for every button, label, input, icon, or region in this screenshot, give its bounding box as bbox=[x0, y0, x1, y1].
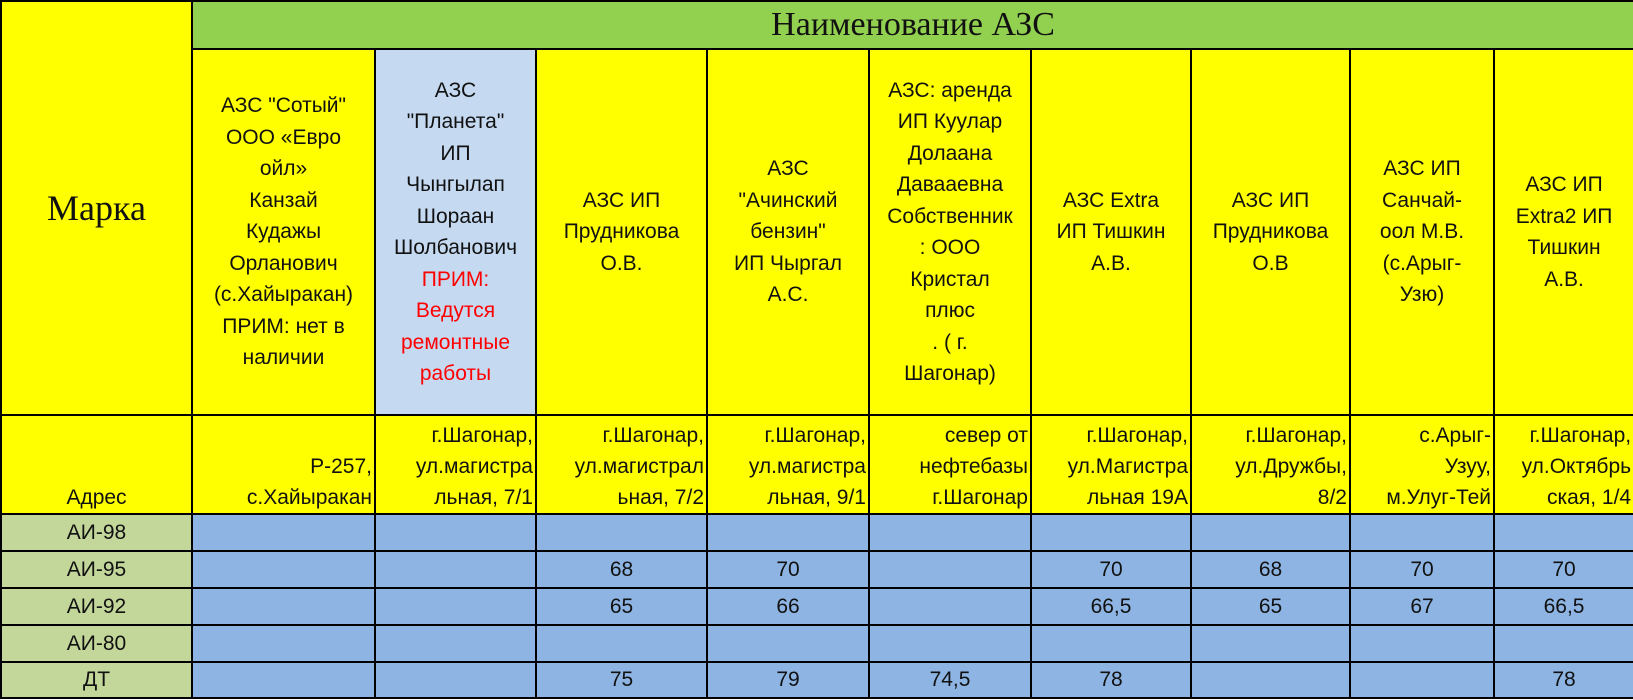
price-cell: 70 bbox=[1031, 551, 1191, 588]
price-cell bbox=[536, 625, 707, 662]
price-cell bbox=[1031, 514, 1191, 551]
station-header: АЗС "Сотый" ООО «Евро ойл» Канзай Кудажы Орланович (с.Хайыракан) ПРИМ: нет в наличии bbox=[192, 49, 375, 415]
price-cell bbox=[192, 588, 375, 625]
price-cell bbox=[1350, 662, 1494, 698]
price-cell: 66 bbox=[707, 588, 869, 625]
price-cell: 79 bbox=[707, 662, 869, 698]
table-row bbox=[1, 625, 1633, 662]
station-address: г.Шагонар, ул.Дружбы, 8/2 bbox=[1191, 415, 1350, 514]
price-cell bbox=[375, 662, 536, 698]
price-cell bbox=[707, 514, 869, 551]
price-cell bbox=[1350, 625, 1494, 662]
price-cell: 70 bbox=[1494, 551, 1633, 588]
station-header: АЗС Extra ИП Тишкин А.В. bbox=[1031, 49, 1191, 415]
table-row bbox=[1, 588, 1633, 625]
address-header: Адрес bbox=[1, 415, 192, 514]
station-header: АЗС ИП Прудникова О.В. bbox=[536, 49, 707, 415]
station-address: с.Арыг- Узуу, м.Улуг-Тей bbox=[1350, 415, 1494, 514]
table-row bbox=[1, 662, 1633, 698]
station-header: АЗС "Ачинский бензин" ИП Чыргал А.С. bbox=[707, 49, 869, 415]
price-cell bbox=[192, 625, 375, 662]
price-cell: 65 bbox=[536, 588, 707, 625]
price-cell bbox=[1350, 514, 1494, 551]
station-header: АЗС ИП Прудникова О.В bbox=[1191, 49, 1350, 415]
price-cell bbox=[375, 588, 536, 625]
price-cell bbox=[375, 551, 536, 588]
price-cell: 67 bbox=[1350, 588, 1494, 625]
price-cell bbox=[1191, 625, 1350, 662]
price-cell bbox=[192, 514, 375, 551]
station-address: Р-257, с.Хайыракан bbox=[192, 415, 375, 514]
price-cell bbox=[869, 588, 1031, 625]
price-cell bbox=[192, 551, 375, 588]
price-cell bbox=[375, 514, 536, 551]
price-cell bbox=[536, 514, 707, 551]
price-cell: 70 bbox=[707, 551, 869, 588]
price-cell: 75 bbox=[536, 662, 707, 698]
price-cell bbox=[1191, 662, 1350, 698]
price-cell: 66,5 bbox=[1031, 588, 1191, 625]
station-header: АЗС ИП Санчай- оол М.В. (с.Арыг- Узю) bbox=[1350, 49, 1494, 415]
station-address: г.Шагонар, ул.магистра льная, 7/1 bbox=[375, 415, 536, 514]
station-header: АЗС: аренда ИП Куулар Долаана Даваaевна Собственник : ООО Кристал плюс . ( г. Шагонар) bbox=[869, 49, 1031, 415]
price-cell: 68 bbox=[536, 551, 707, 588]
station-address: г.Шагонар, ул.магистрал ьная, 7/2 bbox=[536, 415, 707, 514]
station-address: г.Шагонар, ул.Октябрь ская, 1/4 bbox=[1494, 415, 1633, 514]
price-cell: 66,5 bbox=[1494, 588, 1633, 625]
station-address: север от нефтебазы г.Шагонар bbox=[869, 415, 1031, 514]
station-header: АЗС ИП Extra2 ИП Тишкин А.В. bbox=[1494, 49, 1633, 415]
price-cell bbox=[1031, 625, 1191, 662]
fuel-label: АИ-95 bbox=[1, 551, 192, 588]
price-cell bbox=[1494, 514, 1633, 551]
price-cell bbox=[1494, 625, 1633, 662]
fuel-label: АИ-98 bbox=[1, 514, 192, 551]
price-cell bbox=[869, 625, 1031, 662]
station-header bbox=[375, 49, 536, 415]
price-cell: 78 bbox=[1031, 662, 1191, 698]
fuel-label: АИ-80 bbox=[1, 625, 192, 662]
price-cell bbox=[192, 662, 375, 698]
station-address: г.Шагонар, ул.Магистра льная 19А bbox=[1031, 415, 1191, 514]
price-cell: 68 bbox=[1191, 551, 1350, 588]
price-cell bbox=[707, 625, 869, 662]
marka-header: Марка bbox=[1, 1, 192, 415]
table-row bbox=[1, 551, 1633, 588]
table-row bbox=[1, 514, 1633, 551]
fuel-label: АИ-92 bbox=[1, 588, 192, 625]
table-title: Наименование АЗС bbox=[192, 1, 1633, 49]
station-name: АЗС "Планета" ИП Чынгылап Шораан Шолбанович bbox=[393, 78, 518, 259]
price-cell: 74,5 bbox=[869, 662, 1031, 698]
price-cell: 78 bbox=[1494, 662, 1633, 698]
price-cell bbox=[1191, 514, 1350, 551]
fuel-label: ДТ bbox=[1, 662, 192, 698]
station-note: ПРИМ: Ведутся ремонтные работы bbox=[400, 267, 511, 385]
price-cell bbox=[375, 625, 536, 662]
price-cell bbox=[869, 514, 1031, 551]
station-address: г.Шагонар, ул.магистра льная, 9/1 bbox=[707, 415, 869, 514]
price-cell: 65 bbox=[1191, 588, 1350, 625]
price-cell: 70 bbox=[1350, 551, 1494, 588]
price-cell bbox=[869, 551, 1031, 588]
